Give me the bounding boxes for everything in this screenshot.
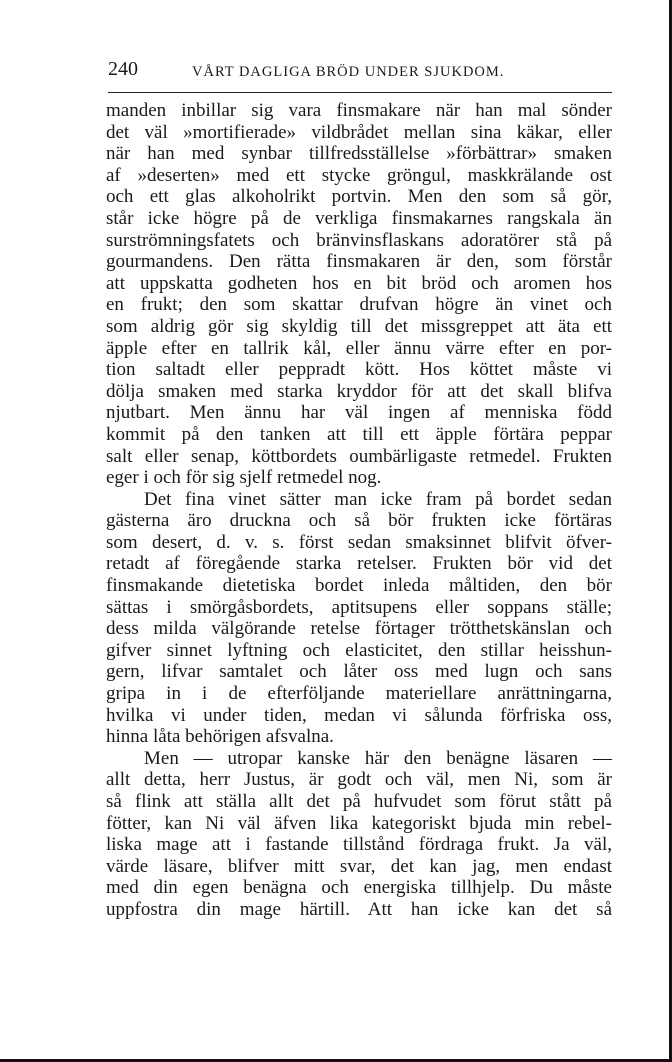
text-line: gifver sinnet lyftning och elasticitet, den stillar heisshun- [106,639,612,661]
page-header [108,58,612,88]
text-line: finsmakande dietetiska bordet inleda måltiden, den bör [106,575,612,597]
text-line: surströmningsfatets och bränvinsflaskans adoratörer stå på [106,229,612,251]
text-line: af »deserten» med ett stycke gröngul, maskkrälande ost [106,164,612,186]
text-line: dölja smaken med starka kryddor för att det skall blifva [106,380,612,402]
text-line: gripa in i de efterföljande materiellare anrättningarna, [106,683,612,705]
body-text [106,100,612,921]
text-line: tion saltadt eller peppradt kött. Hos köttet måste vi [106,359,612,381]
text-line: fötter, kan Ni väl äfven lika kategoriskt bjuda min rebel- [106,812,612,834]
text-line: allt detta, herr Justus, är godt och väl, men Ni, som är [106,769,612,791]
text-line: att uppskatta godheten hos en bit bröd och aromen hos [106,272,612,294]
text-line: retadt af föregående starka retelser. Frukten bör vid det [106,553,612,575]
text-line: med din egen benägna och energiska tillhjelp. Du måste [106,877,612,899]
running-title: VÅRT DAGLIGA BRÖD UNDER SJUKDOM. [192,64,505,80]
text-line: gästerna äro druckna och så bör frukten icke förtäras [106,510,612,532]
text-line: hinna låta behörigen afsvalna. [106,726,334,748]
text-line: eger i och för sig sjelf retmedel nog. [106,467,382,489]
text-line: sättas i smörgåsbordets, aptitsupens eller soppans ställe; [106,596,612,618]
text-line: står icke högre på de verkliga finsmakarnes rangskala än [106,207,612,229]
text-line: kommit på den tanken att till ett äpple förtära peppar [106,423,612,445]
header-rule [108,92,612,93]
text-line: äpple efter en tallrik kål, eller ännu värre efter en por- [106,337,612,359]
text-line: njutbart. Men ännu har väl ingen af menniska född [106,402,612,424]
text-line: liska mage att i fastande tillstånd fördraga frukt. Ja väl, [106,834,612,856]
text-line: en frukt; den som skattar drufvan högre än vinet och [106,294,612,316]
text-line: när han med synbar tillfredsställelse »förbättrar» smaken [106,143,612,165]
text-line: så flink att ställa allt det på hufvudet som förut stått på [106,791,612,812]
text-line: gourmandens. Den rätta finsmakaren är den, som förstår [106,251,612,273]
text-line: Men — utropar kanske här den benägne läsaren — [144,747,612,769]
text-line: hvilka vi under tiden, medan vi sålunda förfriska oss, [106,704,612,726]
page-number: 240 [108,58,138,80]
text-line: Det fina vinet sätter man icke fram på bordet sedan [144,488,612,510]
text-line: det väl »mortifierade» vildbrådet mellan sina käkar, eller [106,121,612,143]
text-line: dess milda välgörande retelse förtager trötthetskänslan och [106,618,612,640]
text-line: och ett glas alkoholrikt portvin. Men den som så gör, [106,186,612,208]
text-line: uppfostra din mage härtill. Att han icke kan det så [106,898,612,920]
text-line: som desert, d. v. s. först sedan smaksinnet blifvit öfver- [106,531,612,553]
text-line: gern, lifvar samtalet och låter oss med lugn och sans [106,661,612,683]
text-line: salt eller senap, köttbordets oumbärligaste retmedel. Frukten [106,445,612,467]
text-line: manden inbillar sig vara finsmakare när han mal sönder [106,100,612,121]
text-line: värde läsare, blifver mitt svar, det kan jag, men endast [106,855,612,877]
text-line: som aldrig gör sig skyldig till det missgreppet att äta ett [106,315,612,337]
